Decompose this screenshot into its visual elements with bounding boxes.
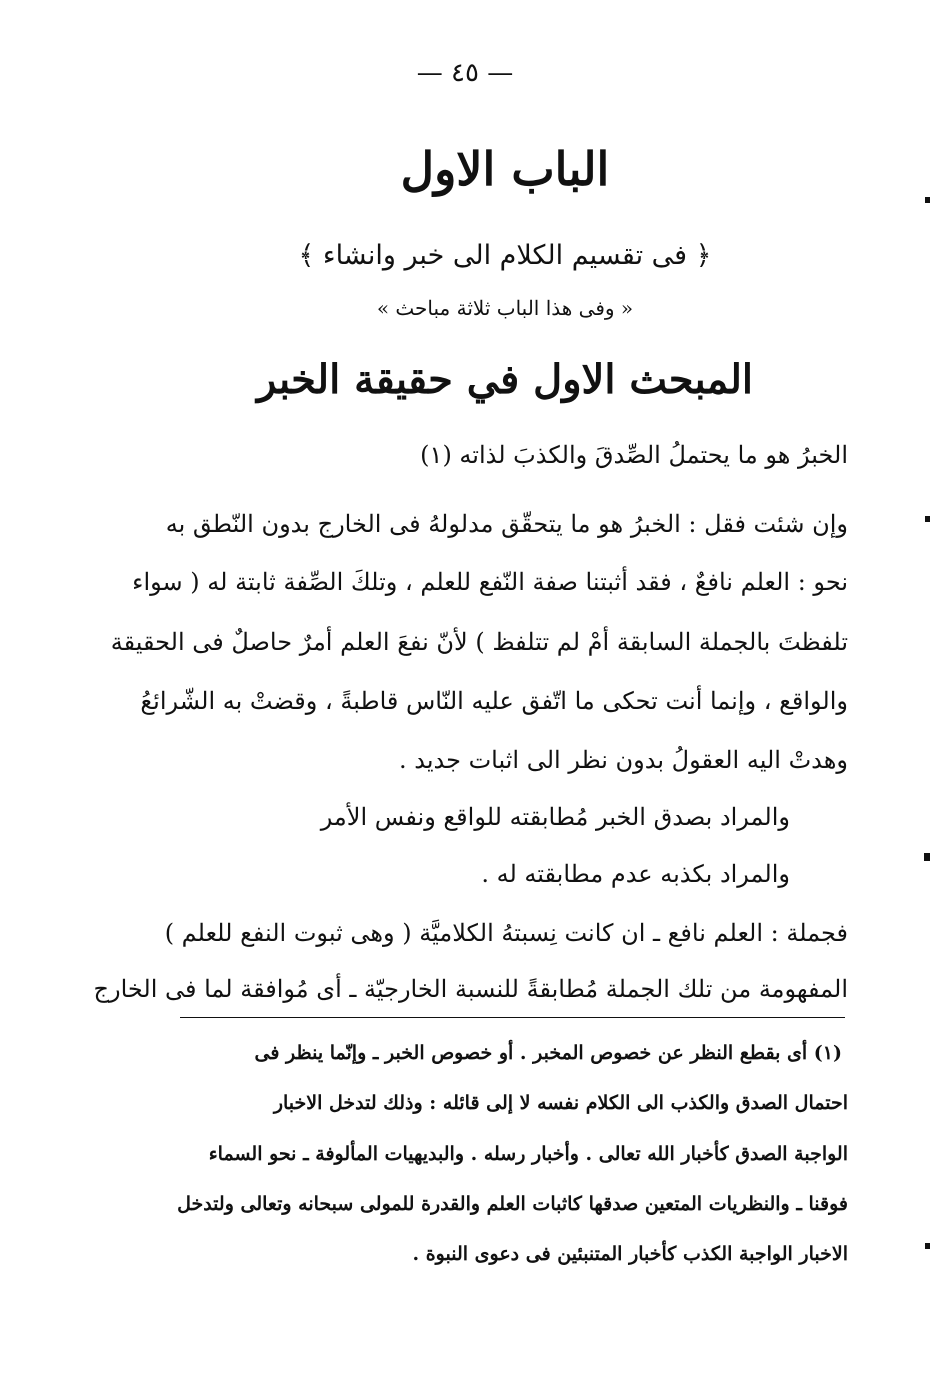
page-number: — ٤٥ — <box>416 58 514 88</box>
footnote-line: فوقنا ـ والنظريات المتعين صدقها كاثبات العلم والقدرة للمولى سبحانه وتعالى ولتدخل <box>177 1193 848 1215</box>
chapter-subtitle: ﴿ فى تقسيم الكلام الى خبر وانشاء ﴾ <box>298 240 712 271</box>
body-line: نحو : العلم نافعٌ ، فقد أثبتنا صفة النّفع للعلم ، وتلكَ الصِّفة ثابتة له ( سواء <box>132 568 848 596</box>
footnote-line: الاخبار الواجبة الكذب كأخبار المتنبئين فى دعوى النبوة . <box>412 1243 848 1265</box>
chapter-note: « وفى هذا الباب ثلاثة مباحث » <box>376 296 634 320</box>
body-line: وهدتْ اليه العقولُ بدون نظر الى اثبات جديد . <box>398 746 848 774</box>
scan-edge-mark <box>924 853 930 861</box>
body-line: وإن شئت فقل : الخبرُ هو ما يتحقّق مدلولهُ فى الخارج بدون النّطق به <box>165 510 848 538</box>
scan-edge-mark <box>925 1243 930 1249</box>
footnote-line: احتمال الصدق والكذب الى الكلام نفسه لا إلى قائله : وذلك لتدخل الاخبار <box>273 1092 848 1114</box>
body-line: والواقع ، وإنما أنت تحكى ما اتّفق عليه النّاس قاطبةً ، وقضتْ به الشّرائعُ <box>140 687 848 715</box>
footnote-line: الواجبة الصدق كأخبار الله تعالى . وأخبار رسله . والبديهيات المألوفة ـ نحو السماء <box>208 1143 848 1165</box>
scan-edge-mark <box>925 197 930 203</box>
body-line-definition: الخبرُ هو ما يحتملُ الصِّدقَ والكذبَ لذاته (١) <box>420 441 848 469</box>
body-line: تلفظتَ بالجملة السابقة أمْ لم تتلفظ ) لأنّ نفعَ العلم أمرٌ حاصلٌ فى الحقيقة <box>110 628 848 656</box>
body-line: فجملة : العلم نافع ـ ان كانت نِسبتهُ الكلاميَّة ( وهى ثبوت النفع للعلم ) <box>164 919 848 947</box>
body-line: والمراد بكذبه عدم مطابقته له . <box>481 860 790 888</box>
scan-edge-mark <box>925 516 930 522</box>
footnote-line: (١) أى بقطع النظر عن خصوص المخبر . أو خصوص الخبر ـ وإنّما ينظر فى <box>254 1042 842 1064</box>
chapter-title: الباب الاول <box>400 142 610 196</box>
section-title: المبحث الاول في حقيقة الخبر <box>256 356 754 403</box>
body-line: المفهومة من تلك الجملة مُطابقةً للنسبة الخارجيّة ـ أى مُوافقة لما فى الخارج <box>93 975 848 1003</box>
footnote-separator <box>180 1017 845 1018</box>
body-line: والمراد بصدق الخبر مُطابقته للواقع ونفس الأمر <box>320 803 790 831</box>
